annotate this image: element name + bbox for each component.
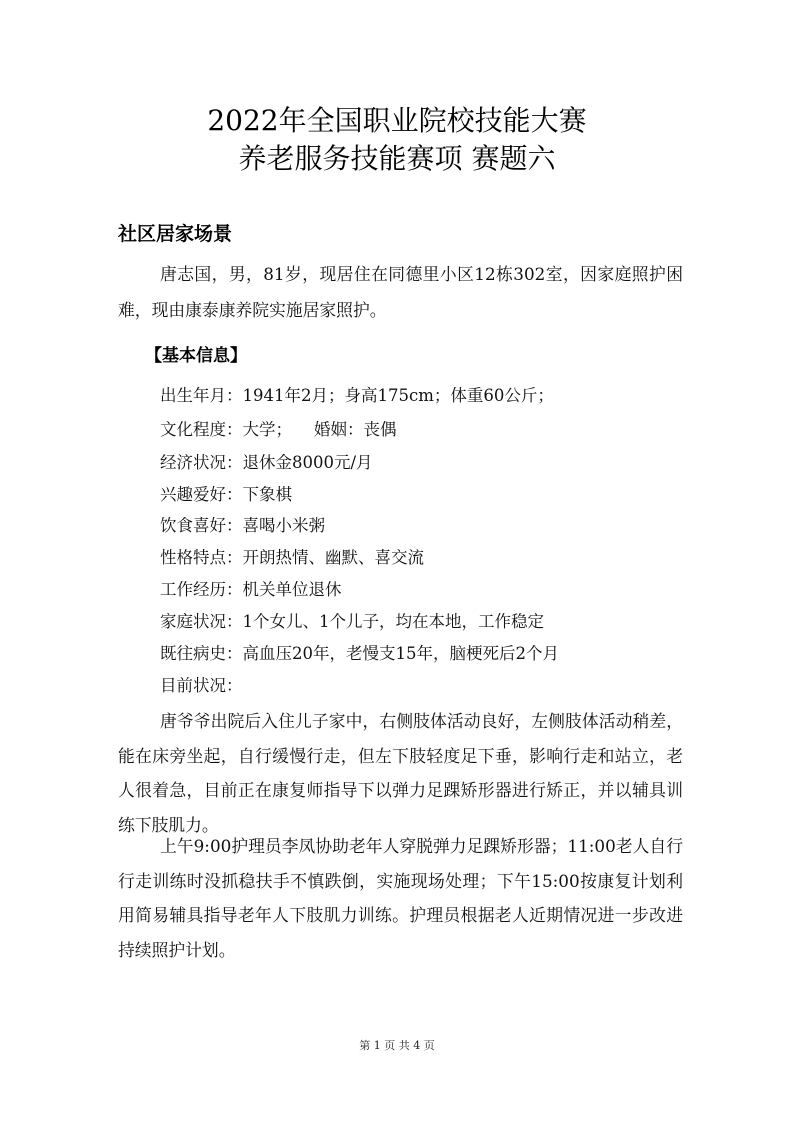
info-current-label: 目前状况： — [160, 676, 243, 695]
document-title-line-1: 2022年全国职业院校技能大赛 — [207, 104, 587, 137]
page-footer: 第 1 页 共 4 页 — [359, 1039, 435, 1052]
info-marriage: 婚姻：丧偶 — [314, 420, 397, 439]
info-work: 工作经历：机关单位退休 — [160, 580, 342, 599]
info-birth: 出生年月：1941年2月；身高175cm；体重60公斤； — [160, 386, 554, 405]
intro-paragraph: 唐志国，男，81岁，现居住在同德里小区12栋302室，因家庭照护困难，现由康泰康养院实施居家照护。 — [118, 264, 683, 320]
info-hobby: 兴趣爱好：下象棋 — [160, 485, 292, 504]
info-personality: 性格特点：开朗热情、幽默、喜交流 — [160, 548, 424, 567]
info-family: 家庭状况：1个女儿、1个儿子，均在本地，工作稳定 — [160, 612, 544, 631]
info-diet: 饮食喜好：喜喝小米粥 — [160, 516, 325, 535]
document-title-line-2: 养老服务技能赛项 赛题六 — [238, 142, 556, 175]
section-heading: 社区居家场景 — [118, 223, 233, 245]
current-status-paragraph: 唐爷爷出院后入住儿子家中，右侧肢体活动良好，左侧肢体活动稍差，能在床旁坐起，自行缓慢行走，但左下肢轻度足下垂，影响行走和站立，老人很着急，目前正在康复师指导下以弹力足踝矫形器进行矫正，并以辅具训练下肢肌力。 — [118, 711, 683, 835]
info-history: 既往病史：高血压20年，老慢支15年，脑梗死后2个月 — [160, 644, 559, 663]
daily-tasks-paragraph: 上午9:00护理员李凤协助老年人穿脱弹力足踝矫形器；11:00老人自行行走训练时没抓稳扶手不慎跌倒，实施现场处理；下午15:00按康复计划利用简易辅具指导老年人下肢肌力训练。护理员根据老人近期情况进一步改进持续照护计划。 — [118, 836, 683, 960]
basic-info-heading: 【基本信息】 — [145, 346, 247, 366]
info-education: 文化程度：大学； — [160, 420, 292, 439]
info-education-marriage — [160, 415, 397, 445]
info-economy: 经济状况：退休金8000元/月 — [160, 453, 373, 472]
